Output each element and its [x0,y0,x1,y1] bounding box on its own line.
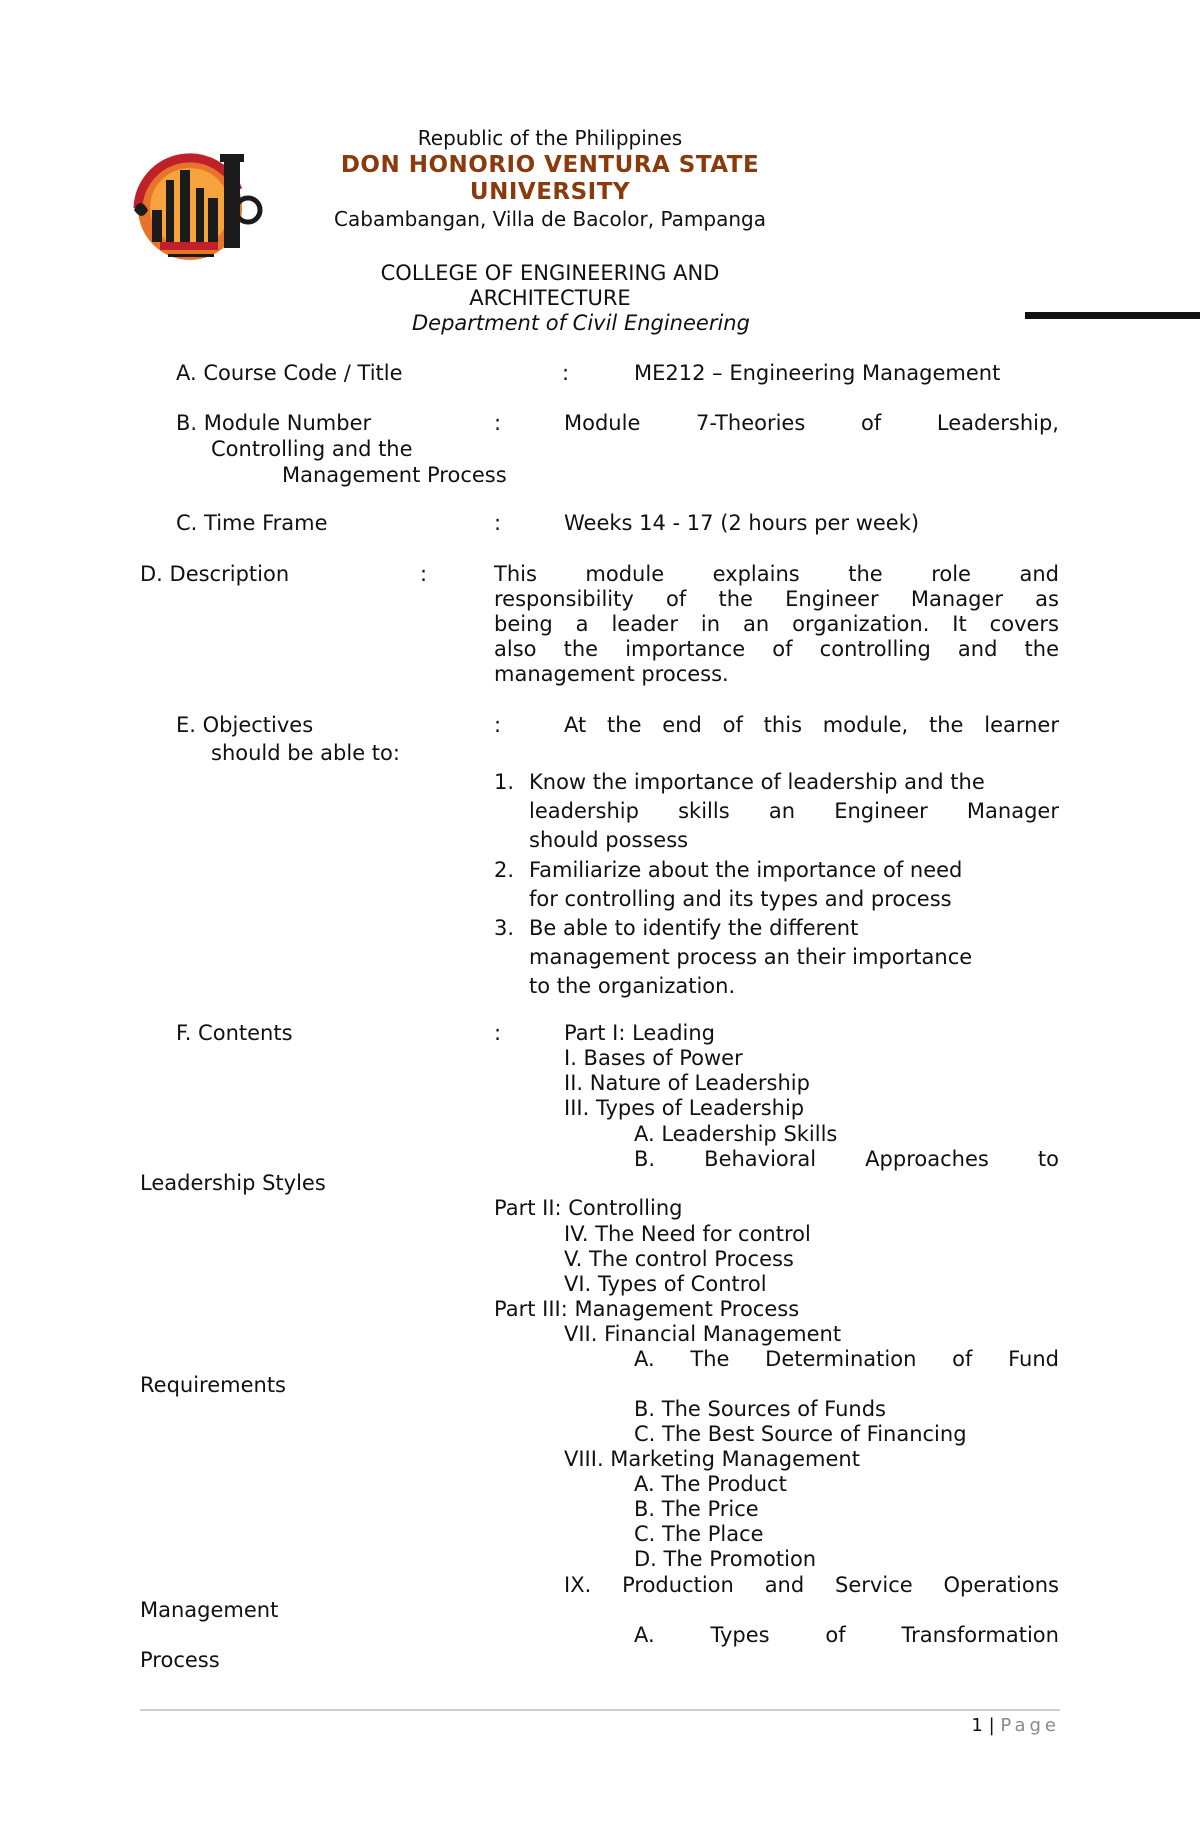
contents-subitem: A. Leadership Skills [634,1122,838,1146]
description-line: being a leader in an organization. It covers [494,612,1059,636]
contents-subitem: B. The Sources of Funds [634,1397,886,1421]
college-name-line2: ARCHITECTURE [469,286,631,310]
objectives-colon: : [494,713,502,737]
course-code-value: ME212 – Engineering Management [634,361,1001,385]
objective-line: Be able to identify the different [529,916,859,940]
module-number-value-line3: Management Process [282,463,507,487]
word: Leadership, [936,411,1059,435]
objective-line: should possess [529,828,689,852]
objective-line: management process an their importance [529,945,973,969]
course-code-colon: : [562,361,570,385]
contents-item: II. Nature of Leadership [564,1071,810,1095]
description-colon: : [420,562,428,586]
time-frame-value: Weeks 14 - 17 (2 hours per week) [564,511,920,535]
university-name-line2: UNIVERSITY [469,179,631,205]
contents-subitem: A. The Product [634,1472,787,1496]
word: 7-Theories [696,411,806,435]
contents-item: V. The control Process [564,1247,794,1271]
department-name: Department of Civil Engineering [412,311,750,335]
page-word: Page [1000,1715,1060,1736]
description-line: responsibility of the Engineer Manager as [494,587,1059,611]
word: Service [835,1573,913,1597]
header-rule [1025,312,1200,319]
objective-line: for controlling and its types and process [529,887,952,911]
contents-item [564,1572,1059,1598]
contents-subitem-continued: Leadership Styles [140,1171,326,1195]
word: of [952,1347,973,1371]
objective-number: 2. [494,858,515,882]
objective-line: Know the importance of leadership and the [529,770,985,794]
word: Approaches [865,1147,989,1171]
university-seal-logo [128,150,268,265]
page-footer [900,1715,1060,1736]
contents-item: III. Types of Leadership [564,1096,805,1120]
college-name-line1: COLLEGE OF ENGINEERING AND [380,261,720,285]
objectives-intro: At the end of this module, the learner [564,713,1059,737]
time-frame-label: C. Time Frame [176,511,328,535]
description-line: This module explains the role and [494,562,1059,586]
contents-item: VI. Types of Control [564,1272,767,1296]
word: Module [564,411,641,435]
word: to [1037,1147,1059,1171]
module-number-value-line1 [564,410,1059,436]
contents-subitem: C. The Best Source of Financing [634,1422,967,1446]
contents-subitem [634,1622,1059,1648]
contents-part-heading: Part I: Leading [564,1021,715,1045]
word: Determination [765,1347,917,1371]
objective-line: to the organization. [529,974,736,998]
objectives-label: E. Objectives [176,713,314,737]
word: and [764,1573,805,1597]
contents-item: VII. Financial Management [564,1322,842,1346]
module-number-value-line2: Controlling and the [211,437,413,461]
time-frame-colon: : [494,511,502,535]
module-number-colon: : [494,411,502,435]
objective-number: 1. [494,770,515,794]
contents-item: IV. The Need for control [564,1222,811,1246]
page-separator: | [988,1715,995,1736]
objectives-intro-continued: should be able to: [211,741,400,765]
module-number-label: B. Module Number [176,411,372,435]
contents-subitem [634,1146,1059,1172]
contents-subitem: C. The Place [634,1522,764,1546]
word: of [860,411,882,435]
word: Production [622,1573,734,1597]
contents-subitem: B. The Price [634,1497,759,1521]
contents-subitem: D. The Promotion [634,1547,817,1571]
contents-subitem-continued: Process [140,1648,220,1672]
word: of [825,1623,846,1647]
objective-line: leadership skills an Engineer Manager [529,799,1059,823]
contents-colon: : [494,1021,502,1045]
objective-line: Familiarize about the importance of need [529,858,963,882]
word: Operations [943,1573,1059,1597]
description-line: also the importance of controlling and the [494,637,1059,661]
contents-item: VIII. Marketing Management [564,1447,860,1471]
contents-item-continued: Management [140,1598,279,1622]
word: Transformation [901,1623,1059,1647]
republic-line: Republic of the Philippines [417,126,683,150]
objective-number: 3. [494,916,515,940]
university-address: Cabambangan, Villa de Bacolor, Pampanga [334,207,766,231]
university-name-line1: DON HONORIO VENTURA STATE [340,152,760,178]
contents-subitem-continued: Requirements [140,1373,286,1397]
contents-subitem [634,1346,1059,1372]
contents-label: F. Contents [176,1021,293,1045]
description-label: D. Description [140,562,290,586]
footer-rule [140,1709,1060,1711]
course-code-label: A. Course Code / Title [176,361,403,385]
contents-part-heading: Part III: Management Process [494,1297,800,1321]
word: Types [710,1623,770,1647]
word: Behavioral [704,1147,817,1171]
word: B. [634,1147,656,1171]
word: The [690,1347,730,1371]
description-line: management process. [494,662,729,686]
word: IX. [564,1573,592,1597]
contents-item: I. Bases of Power [564,1046,743,1070]
page-number: 1 [971,1715,983,1736]
contents-part-heading: Part II: Controlling [494,1196,683,1220]
word: Fund [1008,1347,1059,1371]
word: A. [634,1347,655,1371]
word: A. [634,1623,655,1647]
